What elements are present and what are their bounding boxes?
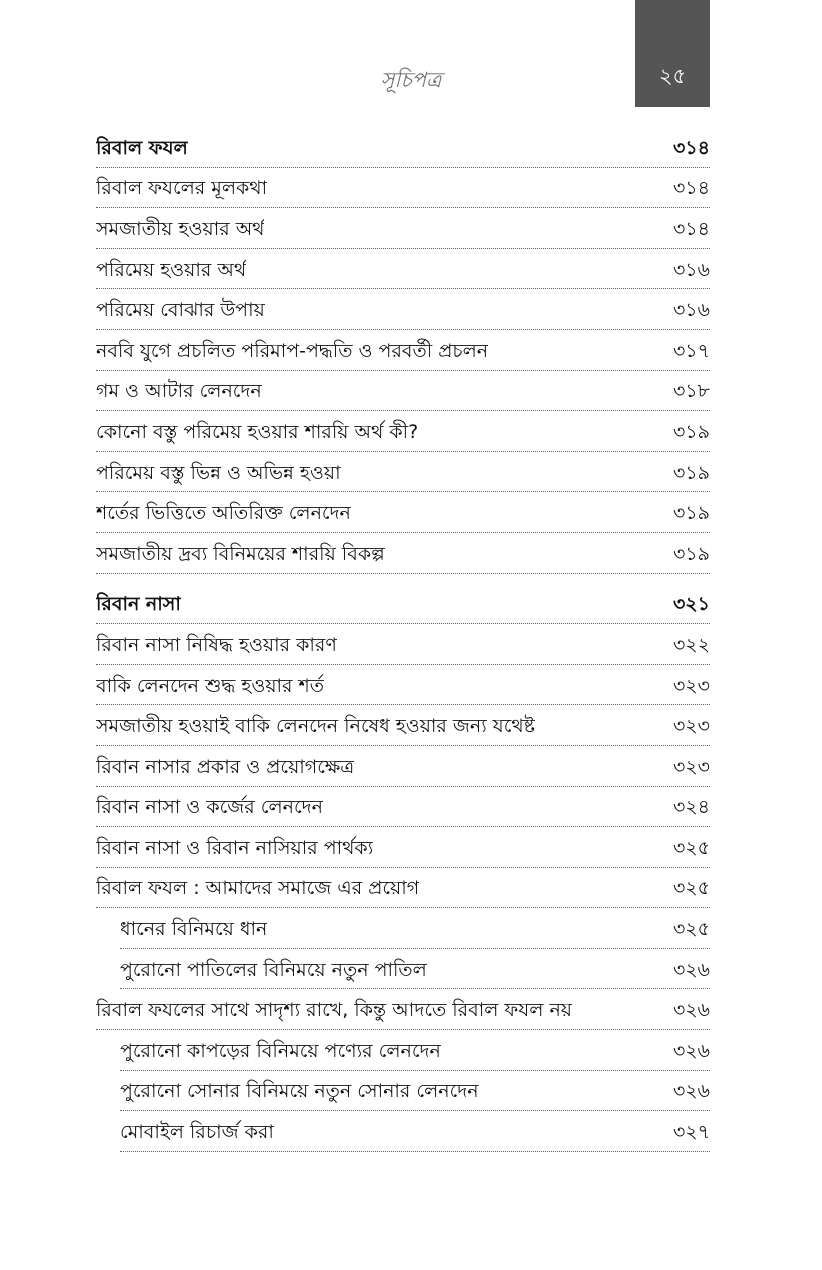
toc-entry [96,827,710,868]
toc-entry [120,1071,710,1112]
toc-entry-page: ৩২৫ [672,918,710,941]
toc-entry-title: পুরোনো সোনার বিনিময়ে নতুন সোনার লেনদেন [120,1080,479,1103]
toc-entry-page: ৩২২ [672,633,710,656]
toc-entry-title: রিবান নাসা ও কর্জের লেনদেন [96,796,323,819]
page-number-tab [635,0,710,107]
toc-entry-title: রিবাল ফযলের মূলকথা [96,177,268,200]
toc-entry [96,330,710,371]
toc-entry [96,411,710,452]
toc-entry-page: ৩২১ [672,593,710,616]
toc-entry [120,1111,710,1152]
toc-entry-page: ৩২৫ [672,877,710,900]
toc-entry-page: ৩২৬ [672,999,710,1022]
toc-entry-title: পরিমেয় বস্তু ভিন্ন ও অভিন্ন হওয়া [96,461,341,484]
toc-entry-page: ৩১৪ [672,136,710,159]
toc-entry [96,249,710,290]
toc-entry [96,868,710,909]
toc-entry [96,705,710,746]
toc-entry-page: ৩১৯ [672,420,710,443]
toc-entry-title: সমজাতীয় দ্রব্য বিনিময়ের শারয়ি বিকল্প [96,542,385,565]
toc-entry [96,289,710,330]
toc-entry-page: ৩১৯ [672,461,710,484]
toc-entry-page: ৩১৪ [672,217,710,240]
toc-entry-title: কোনো বস্তু পরিমেয় হওয়ার শারয়ি অর্থ কী? [96,420,419,443]
toc-entry-title: পুরোনো পাতিলের বিনিময়ে নতুন পাতিল [120,958,427,981]
toc-entry-page: ৩২৫ [672,836,710,859]
toc-entry-page: ৩১৬ [672,299,710,322]
toc-entry-title: মোবাইল রিচার্জ করা [120,1121,274,1144]
toc-entry-title: শর্তের ভিত্তিতে অতিরিক্ত লেনদেন [96,502,351,525]
toc-entry-title: রিবাল ফযল : আমাদের সমাজে এর প্রয়োগ [96,877,420,900]
toc-entry-title: রিবান নাসার প্রকার ও প্রয়োগক্ষেত্র [96,755,355,778]
toc-entry-title: পুরোনো কাপড়ের বিনিময়ে পণ্যের লেনদেন [120,1039,441,1062]
toc-entry-page: ৩১৪ [672,177,710,200]
toc-entry [96,452,710,493]
toc-entry-page: ৩১৯ [672,542,710,565]
toc-entry-page: ৩২৬ [672,1039,710,1062]
toc-entry-title: রিবান নাসা [96,593,181,616]
toc-entry [120,908,710,949]
toc-entry [96,584,710,625]
toc-entry [96,371,710,412]
toc-entry-page: ৩২৭ [672,1121,710,1144]
toc-entry [96,624,710,665]
toc-entry-title: রিবান নাসা নিষিদ্ধ হওয়ার কারণ [96,633,337,656]
toc-entry-title: পরিমেয় হওয়ার অর্থ [96,258,247,281]
toc-entry-title: সমজাতীয় হওয়াই বাকি লেনদেন নিষেধ হওয়ার জন্য যথেষ্ট [96,715,536,738]
toc-entry-page: ৩১৬ [672,258,710,281]
toc-entry-title: ধানের বিনিময়ে ধান [120,918,268,941]
toc-entry [96,127,710,168]
toc-entry [96,168,710,209]
toc-entry-page: ৩২৪ [672,796,710,819]
table-of-contents [96,127,710,1152]
toc-entry-title: গম ও আটার লেনদেন [96,380,262,403]
page-number: ২৫ [658,64,687,88]
toc-entry-page: ৩২৬ [672,958,710,981]
toc-entry-title: পরিমেয় বোঝার উপায় [96,299,265,322]
toc-entry-title: রিবান নাসা ও রিবান নাসিয়ার পার্থক্য [96,836,374,859]
page-header-title: সূচিপত্র [380,68,442,92]
toc-entry-page: ৩১৮ [672,380,710,403]
toc-entry-page: ৩১৯ [672,502,710,525]
toc-entry [120,1030,710,1071]
toc-entry [120,949,710,990]
toc-entry-page: ৩১৭ [672,339,710,362]
toc-entry-page: ৩২৬ [672,1080,710,1103]
toc-entry [96,989,710,1030]
toc-entry-page: ৩২৩ [672,755,710,778]
toc-entry-title: সমজাতীয় হওয়ার অর্থ [96,217,265,240]
toc-entry-title: রিবাল ফযল [96,136,188,159]
toc-entry [96,665,710,706]
toc-entry [96,208,710,249]
toc-entry [96,746,710,787]
toc-entry [96,492,710,533]
toc-entry-title: রিবাল ফযলের সাথে সাদৃশ্য রাখে, কিন্তু আদতে রিবাল ফযল নয় [96,999,572,1022]
toc-entry-page: ৩২৩ [672,715,710,738]
toc-entry [96,787,710,828]
toc-entry-title: নববি যুগে প্রচলিত পরিমাপ-পদ্ধতি ও পরবর্তী প্রচলন [96,339,489,362]
toc-entry-title: বাকি লেনদেন শুদ্ধ হওয়ার শর্ত [96,674,325,697]
toc-entry [96,533,710,574]
toc-entry-page: ৩২৩ [672,674,710,697]
